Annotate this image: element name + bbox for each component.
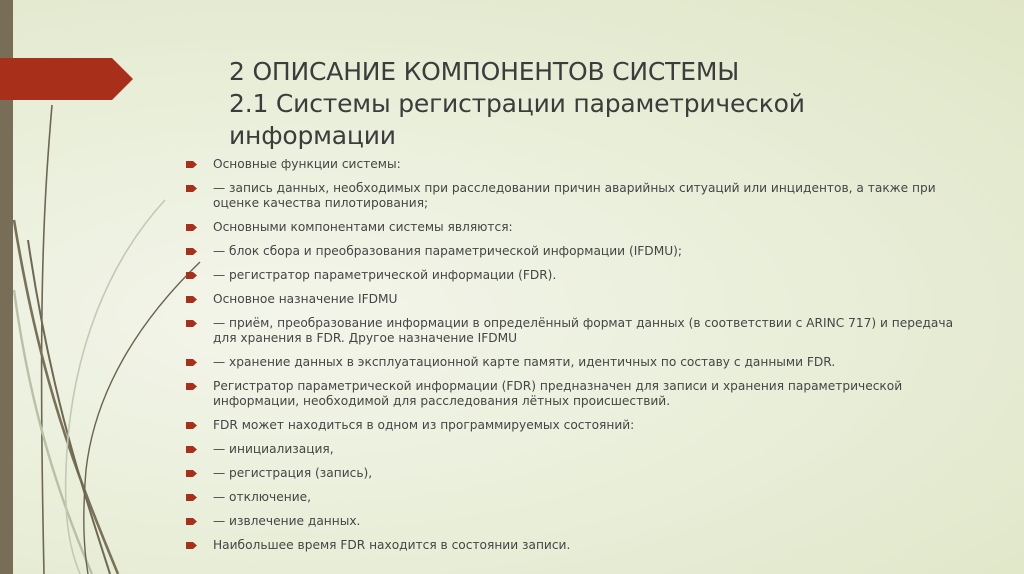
list-item (186, 442, 976, 457)
list-item-text: FDR может находиться в одном из программируемых состояний: (213, 418, 635, 432)
list-item (186, 355, 976, 370)
list-item (186, 268, 976, 283)
list-item (186, 538, 976, 553)
list-item (186, 244, 976, 259)
list-item-text: — инициализация, (213, 442, 334, 456)
red-arrow-bullet-icon (186, 248, 197, 255)
list-item (186, 316, 976, 346)
list-item (186, 157, 976, 172)
red-arrow-bullet-icon (186, 542, 197, 549)
list-item-text: — хранение данных в эксплуатационной карте памяти, идентичных по составу с данными FDR. (213, 355, 836, 369)
red-arrow-bullet-icon (186, 383, 197, 390)
red-arrow-bullet-icon (186, 272, 197, 279)
title-line-3: информации (229, 121, 396, 150)
list-item (186, 490, 976, 505)
bullet-list (186, 157, 976, 562)
list-item-text: — регистрация (запись), (213, 466, 373, 480)
list-item (186, 220, 976, 235)
list-item-text: — запись данных, необходимых при расследовании причин аварийных ситуаций или инцидентов, а также при оценке качества пилотирования; (213, 181, 936, 210)
list-item-text: Наибольшее время FDR находится в состоянии записи. (213, 538, 571, 552)
slide-title (229, 56, 949, 152)
red-arrow-bullet-icon (186, 161, 197, 168)
red-arrow-bullet-icon (186, 296, 197, 303)
list-item (186, 292, 976, 307)
list-item (186, 418, 976, 433)
list-item-text: — блок сбора и преобразования параметрической информации (IFDMU); (213, 244, 682, 258)
list-item (186, 379, 976, 409)
list-item-text: — регистратор параметрической информации (FDR). (213, 268, 557, 282)
red-arrow-bullet-icon (186, 224, 197, 231)
list-item-text: — приём, преобразование информации в определённый формат данных (в соответствии с ARINC 717) и передача для хранения в FDR. Другое назначение IFDMU (213, 316, 954, 345)
red-arrow-bullet-icon (186, 518, 197, 525)
red-arrow-banner (0, 58, 133, 100)
list-item-text: Основными компонентами системы являются: (213, 220, 513, 234)
list-item (186, 181, 976, 211)
red-arrow-bullet-icon (186, 470, 197, 477)
red-arrow-bullet-icon (186, 359, 197, 366)
red-arrow-bullet-icon (186, 185, 197, 192)
title-line-1: 2 ОПИСАНИЕ КОМПОНЕНТОВ СИСТЕМЫ (229, 57, 740, 86)
list-item (186, 466, 976, 481)
red-arrow-bullet-icon (186, 422, 197, 429)
red-arrow-bullet-icon (186, 494, 197, 501)
list-item-text: Основное назначение IFDMU (213, 292, 398, 306)
list-item-text: — отключение, (213, 490, 311, 504)
list-item-text: — извлечение данных. (213, 514, 361, 528)
list-item (186, 514, 976, 529)
list-item-text: Регистратор параметрической информации (FDR) предназначен для записи и хранения параметрической информации, необходимой для расследования лётных происшествий. (213, 379, 903, 408)
red-arrow-bullet-icon (186, 320, 197, 327)
title-line-2: 2.1 Системы регистрации параметрической (229, 89, 805, 118)
red-arrow-bullet-icon (186, 446, 197, 453)
list-item-text: Основные функции системы: (213, 157, 401, 171)
